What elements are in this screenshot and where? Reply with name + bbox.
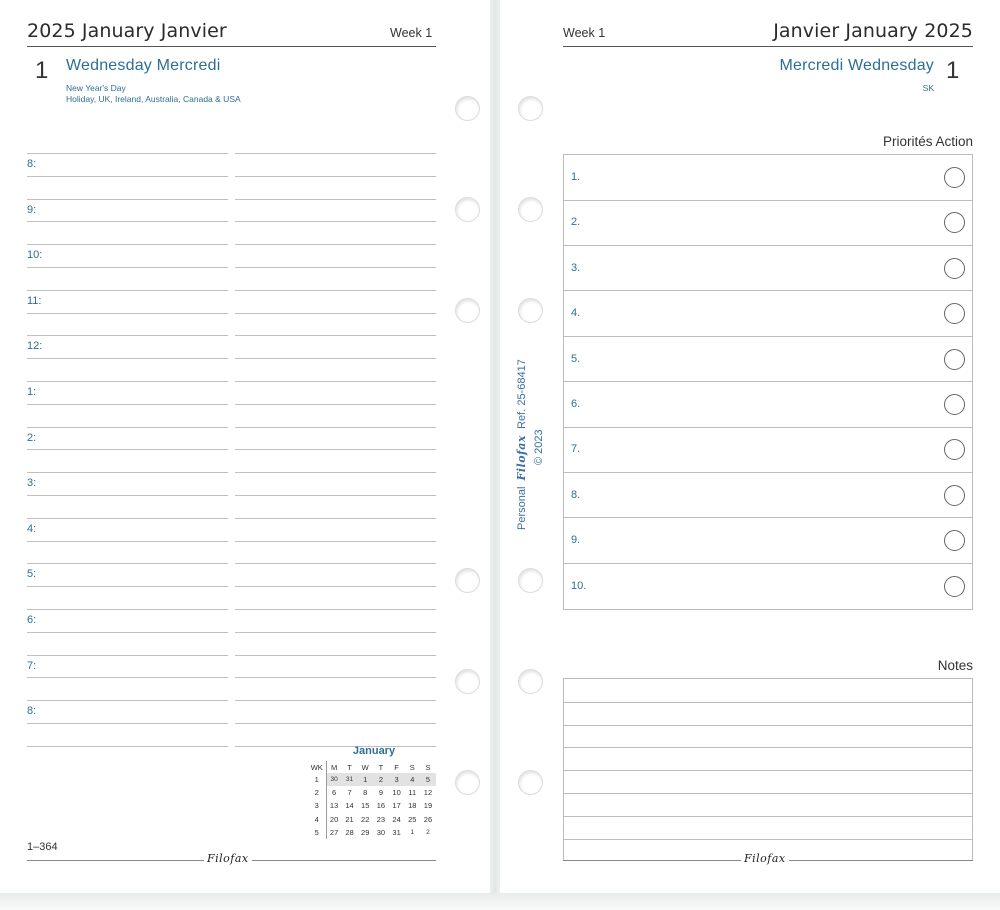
week-number: 5 [308, 826, 326, 839]
priority-number: 1. [571, 171, 581, 183]
time-slot-line[interactable] [27, 495, 228, 496]
holiday-name: New Year's Day [66, 83, 126, 93]
time-slot-line[interactable] [235, 449, 436, 450]
time-slot-line[interactable] [235, 313, 436, 314]
priority-row[interactable] [564, 564, 972, 610]
mini-calendar-week [308, 826, 436, 839]
hour-label: 5: [27, 568, 37, 581]
priority-checkbox[interactable] [944, 212, 965, 233]
calendar-day[interactable]: 22 [361, 814, 370, 824]
time-slot-line[interactable] [27, 746, 228, 747]
time-slot-line[interactable] [27, 267, 228, 268]
time-slot-line[interactable] [235, 335, 436, 336]
time-slot-line[interactable] [27, 199, 228, 200]
right-header-title: Janvier January 2025 [773, 20, 973, 42]
time-slot-line[interactable] [27, 677, 228, 678]
mini-calendar-header: W [361, 762, 369, 772]
calendar-day[interactable]: 8 [363, 788, 368, 798]
calendar-day[interactable]: 14 [345, 801, 354, 811]
time-slot-line[interactable] [235, 290, 436, 291]
right-header-week: Week 1 [563, 26, 606, 40]
left-page [0, 0, 490, 893]
punch-hole [518, 568, 543, 593]
notes-line[interactable] [564, 839, 972, 840]
time-slot-line[interactable] [27, 404, 228, 405]
priorities-list [563, 154, 973, 610]
priority-number: 7. [571, 443, 581, 456]
calendar-day[interactable]: 16 [376, 801, 386, 811]
time-slot-line[interactable] [27, 221, 228, 222]
punch-hole [455, 96, 480, 121]
hour-label: 6: [27, 614, 37, 626]
time-slot-line[interactable] [27, 176, 228, 177]
left-header-title: 2025 January Janvier [27, 20, 227, 42]
calendar-day[interactable]: 4 [404, 773, 420, 786]
priority-row[interactable] [564, 427, 972, 473]
time-slot-line[interactable] [235, 677, 436, 678]
mini-calendar-header: WK [308, 761, 326, 773]
calendar-day[interactable]: 15 [361, 801, 370, 811]
calendar-day[interactable]: 5 [420, 773, 436, 786]
week-number: 4 [308, 813, 326, 826]
imprint-ref: Ref. 25-68417 [516, 359, 528, 429]
calendar-day[interactable]: 1 [357, 773, 373, 786]
hour-label: 9: [27, 203, 37, 216]
priority-number: 8. [571, 488, 581, 501]
hour-label: 10: [27, 249, 43, 262]
punch-hole [518, 298, 543, 323]
time-slot-line[interactable] [235, 746, 436, 747]
time-slot-line[interactable] [235, 609, 436, 610]
priority-checkbox[interactable] [944, 576, 965, 597]
punch-hole [518, 197, 543, 222]
punch-hole [455, 568, 480, 593]
time-slot-line[interactable] [27, 609, 228, 610]
priority-number: 6. [571, 398, 581, 410]
imprint-copyright: © 2023 [533, 429, 545, 465]
binding-gutter [490, 0, 500, 893]
right-footer-brand: Filofax [741, 852, 789, 865]
notes-line[interactable] [564, 702, 972, 703]
hour-label: 4: [27, 522, 37, 535]
time-slot-line[interactable] [27, 700, 228, 701]
priority-number: 9. [571, 534, 581, 547]
priority-checkbox[interactable] [944, 485, 965, 506]
calendar-day[interactable]: 3 [389, 773, 405, 786]
imprint-brand: Filofax [515, 435, 528, 481]
calendar-day[interactable]: 27 [329, 827, 339, 837]
calendar-day[interactable]: 10 [392, 788, 401, 798]
notes-line[interactable] [564, 770, 972, 771]
time-slot-line[interactable] [235, 404, 436, 405]
vertical-imprint [515, 359, 528, 530]
time-slot-line[interactable] [27, 518, 228, 519]
imprint-edition: Personal [516, 486, 528, 530]
mini-calendar-header: T [347, 762, 352, 772]
time-slot-line[interactable] [27, 723, 228, 724]
hour-label: 1: [27, 386, 37, 398]
notes-line[interactable] [564, 816, 972, 817]
calendar-day[interactable]: 9 [378, 788, 383, 798]
right-day-number: 1 [946, 57, 960, 84]
calendar-day[interactable]: 19 [423, 801, 433, 811]
punch-hole [518, 96, 543, 121]
time-slot-line[interactable] [27, 290, 228, 291]
time-slot-line[interactable] [235, 267, 436, 268]
time-slot-line[interactable] [235, 541, 436, 542]
calendar-day[interactable]: 23 [376, 814, 386, 824]
hour-label: 8: [27, 158, 37, 170]
left-header-rule [27, 46, 436, 47]
time-slot-line[interactable] [27, 449, 228, 450]
punch-hole [518, 770, 543, 795]
time-slot-line[interactable] [235, 221, 436, 222]
time-slot-line[interactable] [235, 495, 436, 496]
mini-calendar-header: M [330, 762, 338, 772]
priority-number: 10. [571, 579, 587, 592]
calendar-day[interactable]: 12 [423, 788, 433, 798]
calendar-day[interactable]: 26 [423, 814, 433, 824]
mini-calendar-week [308, 799, 436, 812]
priority-row[interactable] [564, 200, 972, 246]
priority-number: 5. [571, 352, 581, 365]
calendar-day[interactable]: 28 [345, 827, 354, 837]
priority-row[interactable] [564, 246, 972, 292]
calendar-day[interactable]: 17 [392, 801, 401, 811]
mini-calendar-header: T [378, 762, 384, 772]
priority-row[interactable] [564, 518, 972, 564]
notes-line[interactable] [564, 725, 972, 726]
time-slot-line[interactable] [27, 427, 228, 428]
hour-label: 2: [27, 431, 37, 444]
calendar-day[interactable]: 21 [345, 814, 354, 824]
priority-number: 2. [571, 216, 581, 229]
week-number: 1 [308, 773, 326, 786]
hour-label: 11: [27, 294, 42, 307]
time-slot-line[interactable] [27, 153, 228, 154]
time-slot-line[interactable] [27, 563, 228, 564]
priority-checkbox[interactable] [944, 349, 965, 370]
mini-calendar-header: S [425, 762, 431, 772]
time-slot-line[interactable] [235, 427, 436, 428]
calendar-day[interactable]: 29 [361, 827, 370, 837]
priority-row[interactable] [564, 337, 972, 383]
mini-calendar-week [308, 786, 436, 799]
time-slot-line[interactable] [235, 632, 436, 633]
priority-row[interactable] [564, 382, 972, 428]
punch-hole [455, 197, 480, 222]
right-header-rule [563, 46, 973, 47]
notes-line[interactable] [564, 747, 972, 748]
priority-row[interactable] [564, 291, 972, 337]
priority-checkbox[interactable] [944, 394, 965, 415]
week-number: 3 [308, 799, 326, 812]
time-slot-line[interactable] [235, 700, 436, 701]
notes-line[interactable] [564, 793, 972, 794]
priority-checkbox[interactable] [944, 439, 965, 460]
priority-number: 3. [571, 261, 581, 274]
day-count: 1–364 [27, 841, 58, 853]
right-day-name: Mercredi Wednesday [779, 57, 934, 74]
hour-label: 3: [27, 477, 37, 490]
time-slot-line[interactable] [235, 723, 436, 724]
priority-checkbox[interactable] [944, 258, 965, 279]
hour-label: 8: [27, 705, 37, 718]
notes-title: Notes [937, 658, 973, 673]
punch-hole [455, 669, 480, 694]
left-header-week: Week 1 [390, 26, 433, 40]
time-slot-line[interactable] [235, 472, 436, 473]
mini-calendar-table [308, 761, 436, 839]
priority-number: 4. [571, 307, 581, 320]
mini-calendar-week [308, 773, 436, 786]
calendar-day[interactable]: 2 [426, 828, 430, 836]
time-slot-line[interactable] [235, 381, 436, 382]
time-slot-line[interactable] [235, 244, 436, 245]
mini-calendar-header: S [409, 762, 415, 772]
calendar-day[interactable]: 24 [392, 814, 401, 824]
priorities-title: Priorités Action [882, 134, 973, 149]
priority-checkbox[interactable] [944, 167, 965, 188]
calendar-day[interactable]: 1 [410, 828, 415, 836]
time-slot-line[interactable] [235, 199, 436, 200]
left-footer-brand: Filofax [204, 852, 252, 865]
calendar-day[interactable]: 18 [408, 801, 417, 811]
hour-label: 12: [27, 340, 43, 353]
right-day-sub: SK [922, 83, 934, 93]
notes-area[interactable] [563, 678, 973, 861]
calendar-day[interactable]: 31 [392, 827, 401, 837]
calendar-day[interactable]: 13 [329, 801, 339, 811]
time-slot-line[interactable] [27, 541, 228, 542]
calendar-day[interactable]: 2 [373, 773, 389, 786]
left-day-name: Wednesday Mercredi [66, 57, 221, 74]
priority-checkbox[interactable] [944, 530, 965, 551]
mini-calendar-title: January [352, 745, 396, 757]
time-slot-line[interactable] [27, 381, 228, 382]
time-slot-line[interactable] [27, 472, 228, 473]
time-slot-line[interactable] [27, 358, 228, 359]
mini-calendar-week [308, 813, 436, 826]
priority-row[interactable] [564, 473, 972, 519]
punch-hole [518, 669, 543, 694]
holiday-regions: Holiday, UK, Ireland, Australia, Canada & USA [66, 94, 241, 104]
priority-checkbox[interactable] [944, 303, 965, 324]
hour-label: 7: [27, 659, 37, 672]
punch-hole [455, 298, 480, 323]
time-slot-line[interactable] [235, 176, 436, 177]
time-slot-line[interactable] [27, 655, 228, 656]
time-slot-line[interactable] [235, 563, 436, 564]
time-slot-line[interactable] [235, 518, 436, 519]
calendar-day[interactable]: 7 [347, 788, 352, 798]
time-slot-line[interactable] [27, 632, 228, 633]
page-shadow [0, 893, 1000, 910]
time-slot-line[interactable] [235, 586, 436, 587]
time-slot-line[interactable] [27, 313, 228, 314]
time-slot-line[interactable] [27, 586, 228, 587]
time-slot-line[interactable] [235, 153, 436, 154]
calendar-day[interactable]: 30 [326, 773, 342, 786]
time-slot-line[interactable] [235, 358, 436, 359]
calendar-day[interactable]: 30 [376, 827, 386, 837]
left-day-number: 1 [35, 57, 49, 84]
calendar-day[interactable]: 25 [408, 814, 417, 824]
time-slot-line[interactable] [235, 655, 436, 656]
punch-hole [455, 770, 480, 795]
calendar-day[interactable]: 11 [408, 788, 417, 798]
time-slot-line[interactable] [27, 244, 228, 245]
calendar-day[interactable]: 6 [332, 788, 337, 798]
priority-row[interactable] [564, 155, 972, 201]
calendar-day[interactable]: 31 [342, 773, 358, 786]
mini-calendar-header: F [394, 762, 399, 772]
week-number: 2 [308, 786, 326, 799]
time-slot-line[interactable] [27, 335, 228, 336]
calendar-day[interactable]: 20 [329, 814, 339, 824]
